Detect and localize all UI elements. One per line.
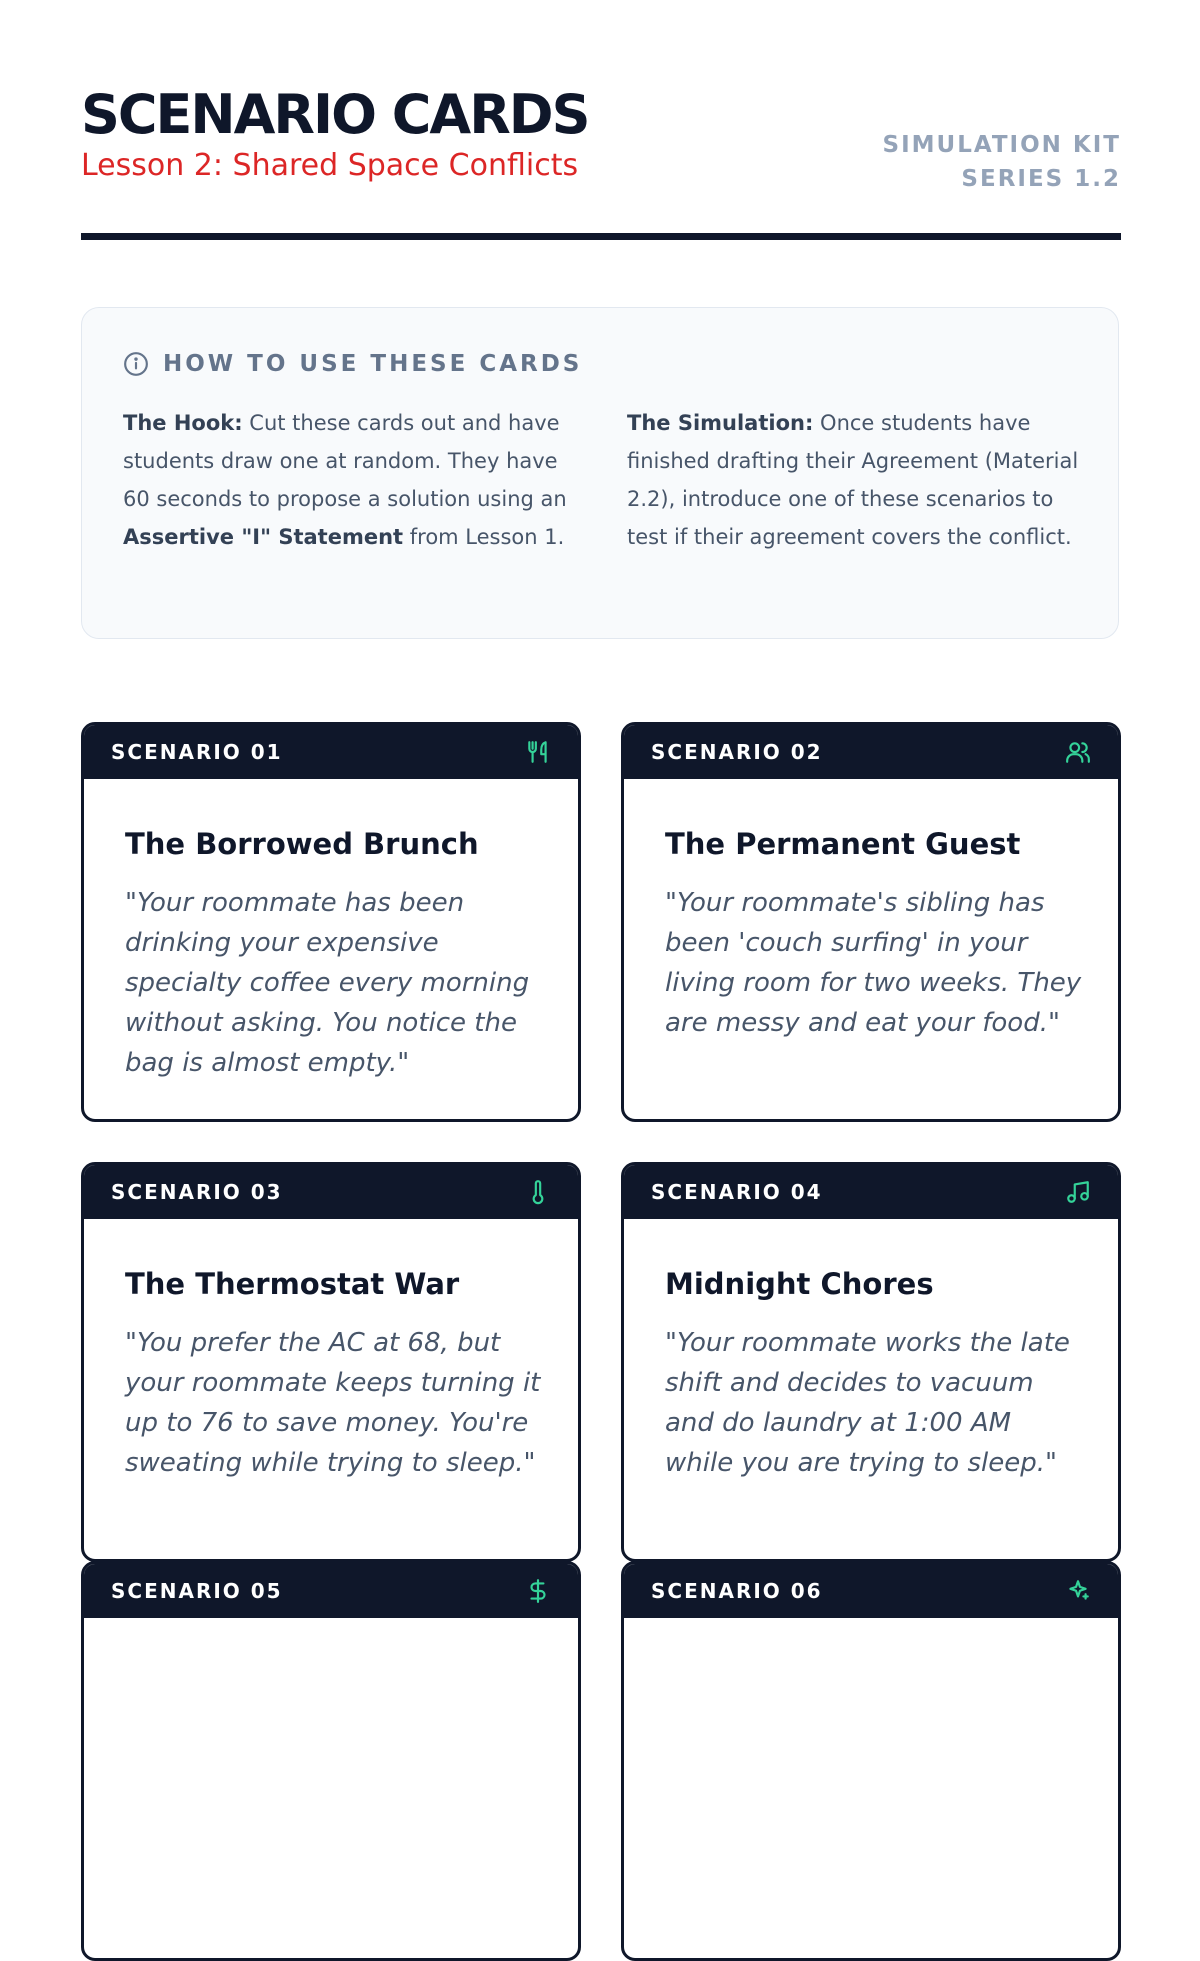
scenario-card: [81, 1162, 581, 1562]
card-header: [84, 1564, 578, 1618]
hook-label: The Hook:: [123, 411, 243, 435]
card-header: [84, 1165, 578, 1219]
dollar-icon: [524, 1577, 552, 1605]
hook-text-2: from Lesson 1.: [403, 525, 565, 549]
instructions-box: [81, 307, 1119, 639]
hook-text-1: Cut these cards out and have students draw one at random. They have 60 seconds to propose a solution using an: [123, 411, 567, 511]
scenario-card: [81, 722, 581, 1122]
hook-strong: Assertive "I" Statement: [123, 525, 404, 549]
instructions-title: HOW TO USE THESE CARDS: [163, 351, 583, 377]
card-quote: "Your roommate's sibling has been 'couch surfing' in your living room for two weeks. They are messy and eat your food.": [665, 888, 1082, 1038]
card-header: [624, 725, 1118, 779]
card-label: SCENARIO 03: [111, 1180, 283, 1204]
page-header: [81, 83, 1121, 242]
card-label: SCENARIO 04: [651, 1180, 823, 1204]
kit-line-1: SIMULATION KIT: [882, 132, 1121, 158]
card-header: [624, 1564, 1118, 1618]
card-quote: "You prefer the AC at 68, but your roommate keeps turning it up to 76 to save money. You're sweating while trying to sleep.": [125, 1328, 541, 1478]
simulation-label: The Simulation:: [627, 411, 814, 435]
card-quote: "Your roommate works the late shift and decides to vacuum and do laundry at 1:00 AM while you are trying to sleep.": [665, 1328, 1070, 1478]
info-icon: [123, 351, 149, 377]
music-icon: [1064, 1178, 1092, 1206]
card-header: [84, 725, 578, 779]
simulation-instructions: [627, 404, 1083, 556]
card-title: The Borrowed Brunch: [125, 827, 479, 861]
kit-label: [883, 128, 1121, 196]
sparkles-icon: [1064, 1577, 1092, 1605]
simulation-text: Once students have finished drafting their Agreement (Material 2.2), introduce one of these scenarios to test if their agreement covers the conflict.: [627, 411, 1079, 549]
card-title: Midnight Chores: [665, 1267, 934, 1301]
thermometer-icon: [524, 1178, 552, 1206]
users-icon: [1064, 738, 1092, 766]
instructions-header: [123, 348, 582, 380]
card-label: SCENARIO 05: [111, 1579, 283, 1603]
card-header: [624, 1165, 1118, 1219]
utensils-icon: [524, 738, 552, 766]
card-quote: "Your roommate has been drinking your expensive specialty coffee every morning without asking. You notice the bag is almost empty.": [125, 888, 530, 1078]
card-title: The Thermostat War: [125, 1267, 460, 1301]
page-title: SCENARIO CARDS: [81, 83, 589, 146]
kit-line-2: SERIES 1.2: [961, 166, 1121, 192]
card-label: SCENARIO 02: [651, 740, 823, 764]
card-title: The Permanent Guest: [665, 827, 1021, 861]
page-subtitle: Lesson 2: Shared Space Conflicts: [81, 148, 579, 183]
scenario-card: [81, 1561, 581, 1961]
hook-instructions: [123, 404, 579, 556]
header-divider: [81, 233, 1121, 240]
card-label: SCENARIO 01: [111, 740, 283, 764]
scenario-card: [621, 722, 1121, 1122]
scenario-card: [621, 1162, 1121, 1562]
scenario-card: [621, 1561, 1121, 1961]
card-label: SCENARIO 06: [651, 1579, 823, 1603]
